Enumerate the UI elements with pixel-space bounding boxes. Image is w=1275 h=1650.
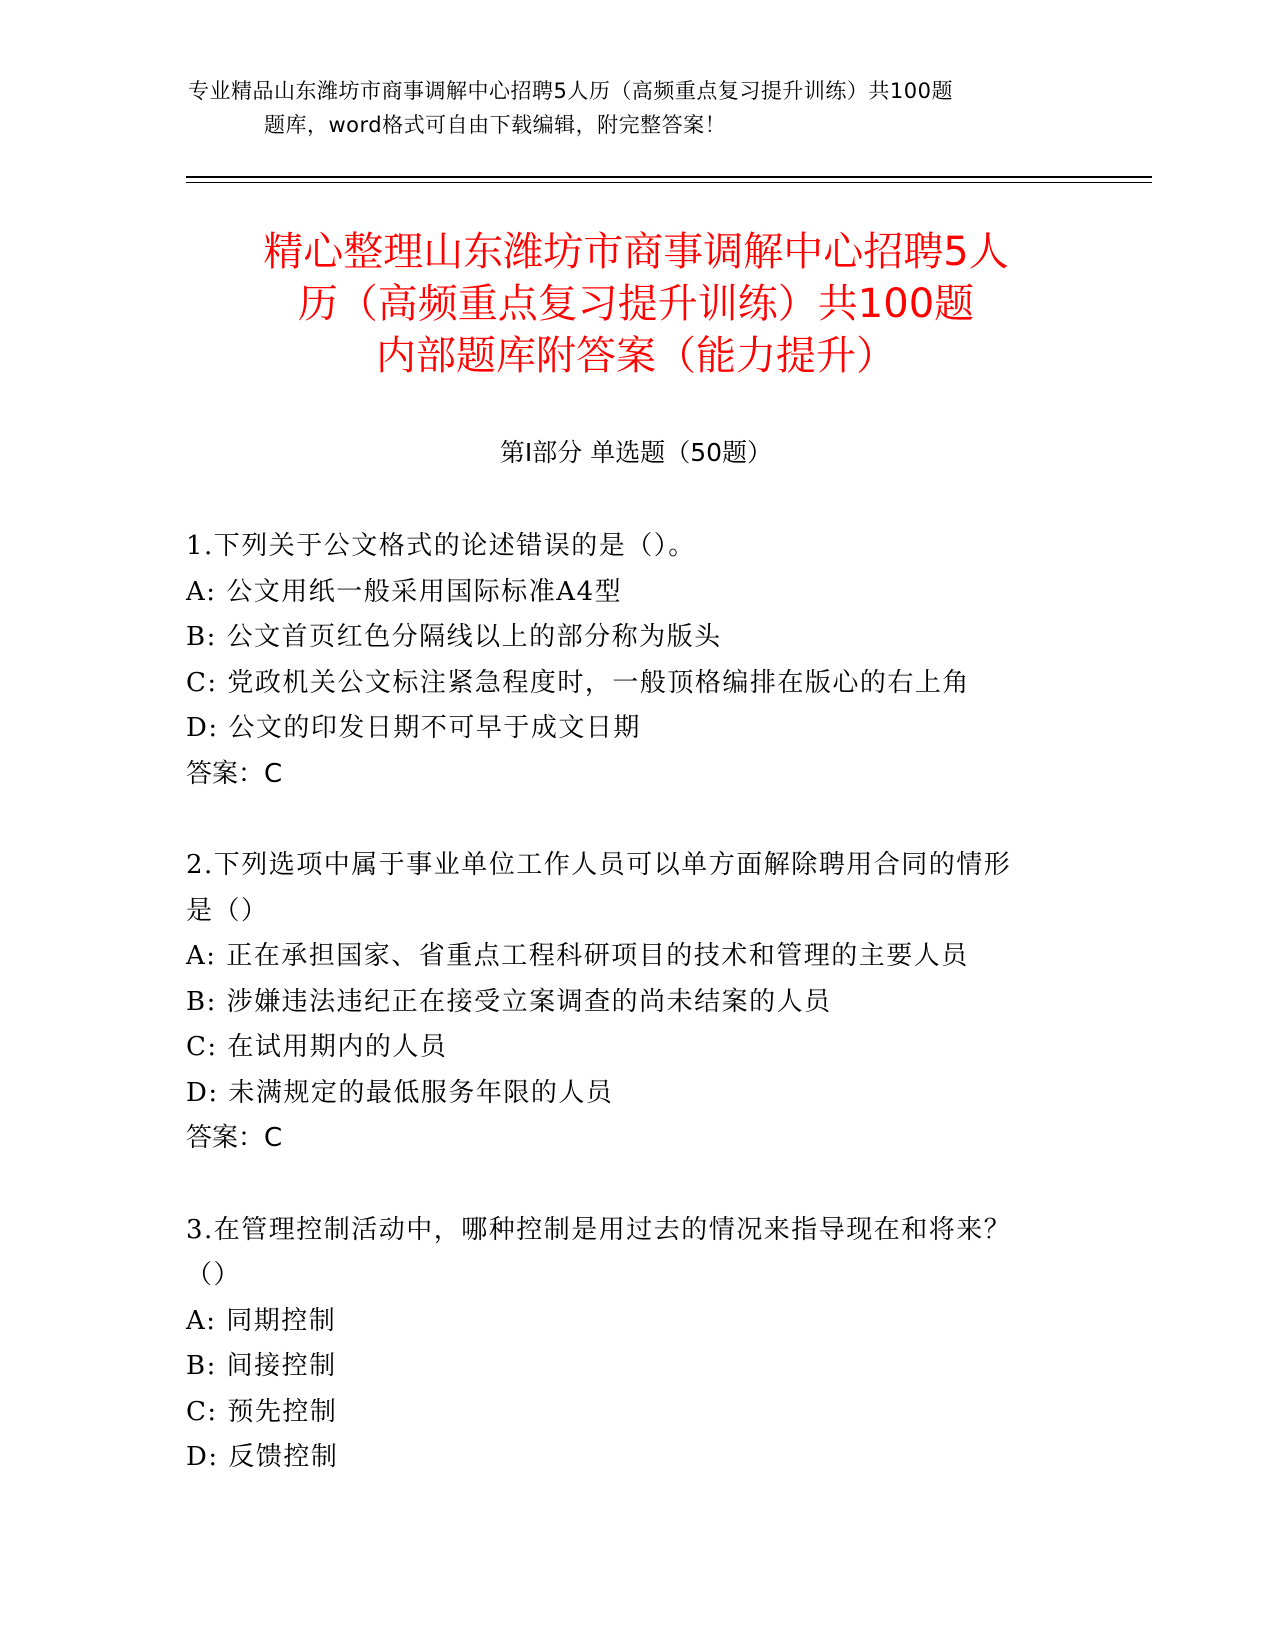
question-stem-line: 3.在管理控制活动中，哪种控制是用过去的情况来指导现在和将来？: [186, 1214, 1012, 1245]
question-3: [186, 1208, 1086, 1481]
question-stem: [186, 843, 1086, 934]
option-d: D: 反馈控制: [186, 1442, 339, 1472]
option-c: C: 在试用期内的人员: [186, 1032, 448, 1062]
section-title: 第I部分 单选题（50题）: [499, 438, 773, 467]
option-a: A: 同期控制: [186, 1305, 337, 1336]
question-stem-continuation: 是（）: [186, 895, 269, 926]
header-line-2: 题库，word格式可自由下载编辑，附完整答案！: [264, 113, 727, 137]
question-stem-continuation: （）: [186, 1260, 242, 1290]
title-line-3: 内部题库附答案（能力提升）: [376, 333, 896, 379]
header-divider-thin: [186, 182, 1152, 183]
answer-line: 答案：C: [186, 1123, 283, 1153]
option-a: A: 公文用纸一般采用国际标准A4型: [186, 576, 623, 607]
option-b: B: 涉嫌违法违纪正在接受立案调查的尚未结案的人员: [186, 986, 832, 1017]
header-line-1: 专业精品山东潍坊市商事调解中心招聘5人历（高频重点复习提升训练）共100题: [188, 79, 953, 103]
question-stem-line: 2.下列选项中属于事业单位工作人员可以单方面解除聘用合同的情形: [186, 850, 1012, 880]
document-title: [186, 226, 1086, 382]
title-line-2: 历（高频重点复习提升训练）共100题: [297, 281, 975, 327]
document-header: [188, 74, 1088, 142]
answer-line: 答案：C: [186, 758, 283, 789]
question-1: [186, 524, 1086, 797]
question-2: [186, 843, 1086, 1162]
option-b: B: 公文首页红色分隔线以上的部分称为版头: [186, 622, 722, 652]
option-b: B: 间接控制: [186, 1351, 337, 1381]
question-stem: [186, 524, 1086, 570]
header-divider-thick: [186, 176, 1152, 178]
question-stem: [186, 1208, 1086, 1299]
option-c: C: 预先控制: [186, 1396, 338, 1427]
option-d: D: 未满规定的最低服务年限的人员: [186, 1077, 614, 1108]
option-d: D: 公文的印发日期不可早于成文日期: [186, 713, 641, 743]
question-list: [186, 524, 1086, 1527]
question-stem-line: 1.下列关于公文格式的论述错误的是（）。: [186, 531, 696, 561]
option-c: C: 党政机关公文标注紧急程度时，一般顶格编排在版心的右上角: [186, 667, 970, 698]
option-a: A: 正在承担国家、省重点工程科研项目的技术和管理的主要人员: [186, 941, 969, 971]
title-line-1: 精心整理山东潍坊市商事调解中心招聘5人: [263, 229, 1009, 275]
